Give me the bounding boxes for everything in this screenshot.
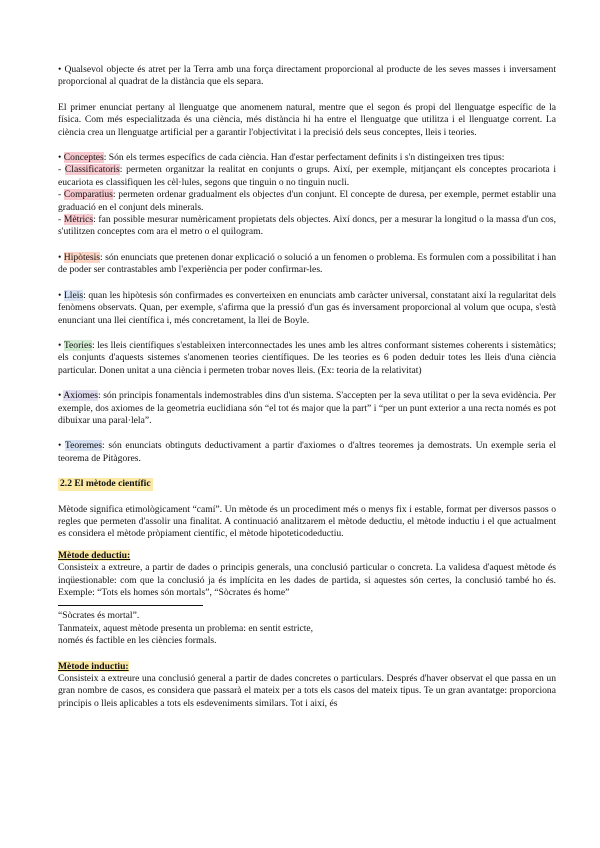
section-heading-metode: 2.2 El mètode científic — [60, 478, 151, 490]
item-lleis: • Lleis: quan les hipòtesis són confirmades es converteixen en enunciats amb caràcter universal, constatant així la regularitat dels fenòmens observats. Quan, per exemple, s'afirma que la pressió d'un gas és inversament proporcional al volum que ocupa, s'està enunciant una llei científica i, més concretament, la llei de Boyle. — [58, 289, 556, 326]
term-classificatoris: Classificatoris — [64, 164, 120, 176]
paragraph-deductiu: Consisteix a extreure, a partir de dades o principis generals, una conclusió particular o concreta. La validesa d'aquest mètode és inqüestionable: com que la conclusió ja és implícita en les dades de partida, si aquestes són certes, la conclusió també ho és. Exemple: “Tots els homes són mortals”, “Sòcrates és home” — [58, 562, 556, 598]
subheading-inductiu: Mètode inductiu: — [58, 660, 129, 672]
item-conceptes: • Conceptes: Són els termes específics de cada ciència. Han d'estar perfectament definits i s'n distingeixen tres tipus: — [58, 152, 505, 164]
term-metrics: Mètrics — [63, 214, 94, 226]
term-conceptes: Conceptes — [63, 152, 104, 164]
paragraph-gravitation: • Qualsevol objecte és atret per la Terra amb una força directament proporcional al producte de les seves masses i inversament proporcional al quadrat de la distància que els separa. — [58, 64, 556, 88]
term-teoremes: Teoremes — [64, 440, 103, 452]
footnote-line-1: “Sòcrates és mortal”. — [58, 610, 140, 622]
term-teories: Teories — [63, 339, 92, 351]
footnote-divider — [58, 605, 203, 606]
item-hipotesis: • Hipòtesis: són enunciats que pretenen donar explicació o solució a un fenomen o problema. Es formulen com a possibilitat i han de poder ser contrastables amb l'experiència per poder confirmar-les. — [58, 251, 556, 276]
item-axiomes: • Axiomes: són principis fonamentals indemostrables dins d'un sistema. S'accepten per la seva utilitat o per la seva evidència. Per exemple, dos axiomes de la geometria euclidiana són “el tot és major que la part” i “per un punt exterior a una recta només es pot dibuixar una paral·lela”. — [58, 390, 556, 426]
term-lleis: Lleis — [63, 289, 84, 301]
footnote-line-2: Tanmateix, aquest mètode presenta un problema: en sentit estricte, — [58, 622, 314, 634]
term-hipotesis: Hipòtesis — [63, 251, 101, 263]
item-comparatius: - Comparatius: permeten ordenar gradualment els objectes d'un conjunt. El concepte de duresa, per exemple, permet establir una graduació en el conjunt dels minerals. — [58, 189, 556, 213]
item-metrics: - Mètrics: fan possible mesurar numèricament propietats dels objectes. Així doncs, per a mesurar la longitud o la massa d'un cos, s'utilitzen conceptes com ara el metro o el quilogram. — [58, 214, 556, 238]
subheading-deductiu: Mètode deductiu: — [58, 549, 131, 561]
item-teories: • Teories: les lleis científiques s'estableixen interconnectades les unes amb les altres conformant sistemes coherents i sistemàtics; els conjunts d'aquests sistemes s'anomenen teories científiques. De les teories es 6 poden deduir totes les lleis d'una ciència particular. Donen unitat a una ciència i permeten trobar noves lleis. (Ex: teoria de la relativitat) — [58, 339, 556, 376]
term-axiomes: Axiomes — [63, 390, 99, 402]
item-classificatoris: - Classificatoris: permeten organitzar la realitat en conjunts o grups. Així, per exemple, mitjançant els conceptes procariota i eucariota es classifiquen les cèl·lules, segons que tinguin o no tinguin nucli. — [58, 164, 557, 188]
term-comparatius: Comparatius — [63, 189, 113, 201]
document-page — [58, 64, 556, 710]
item-teoremes: • Teoremes: són enunciats obtinguts deductivament a partir d'axiomes o d'altres teoremes ja demostrats. Un exemple seria el teorema de Pitàgores. — [58, 440, 556, 464]
paragraph-language: El primer enunciat pertany al llenguatge que anomenem natural, mentre que el segon és propi del llenguatge específic de la física. Com més especialitzada és una ciència, més distància hi ha entre el llenguatge que utilitza i el llenguatge corrent. La ciència crea un llenguatge artificial per a garantir l'objectivitat i la precisió dels seus conceptes, lleis i teories. — [58, 101, 556, 138]
footnote-line-3: només és factible en les ciències formals. — [58, 635, 217, 647]
paragraph-metode-intro: Mètode significa etimològicament “camí”. Un mètode és un procediment més o menys fix i estable, format per diversos passos o regles que permeten d'assolir una finalitat. A continuació analitzarem el mètode deductiu, el mètode inductiu i el que actualment es considera el mètode pròpiament científic, el mètode hipoteticodeductiu. — [58, 503, 556, 540]
paragraph-inductiu: Consisteix a extreure una conclusió general a partir de dades concretes o particulars. Després d'haver observat el que passa en un gran nombre de casos, es considera que passarà el mateix per a tots els casos del mateix tipus. Te un gran avantatge: proporciona principis o lleis aplicables a tots els esdeveniments similars. Tot i així, és — [58, 673, 556, 709]
